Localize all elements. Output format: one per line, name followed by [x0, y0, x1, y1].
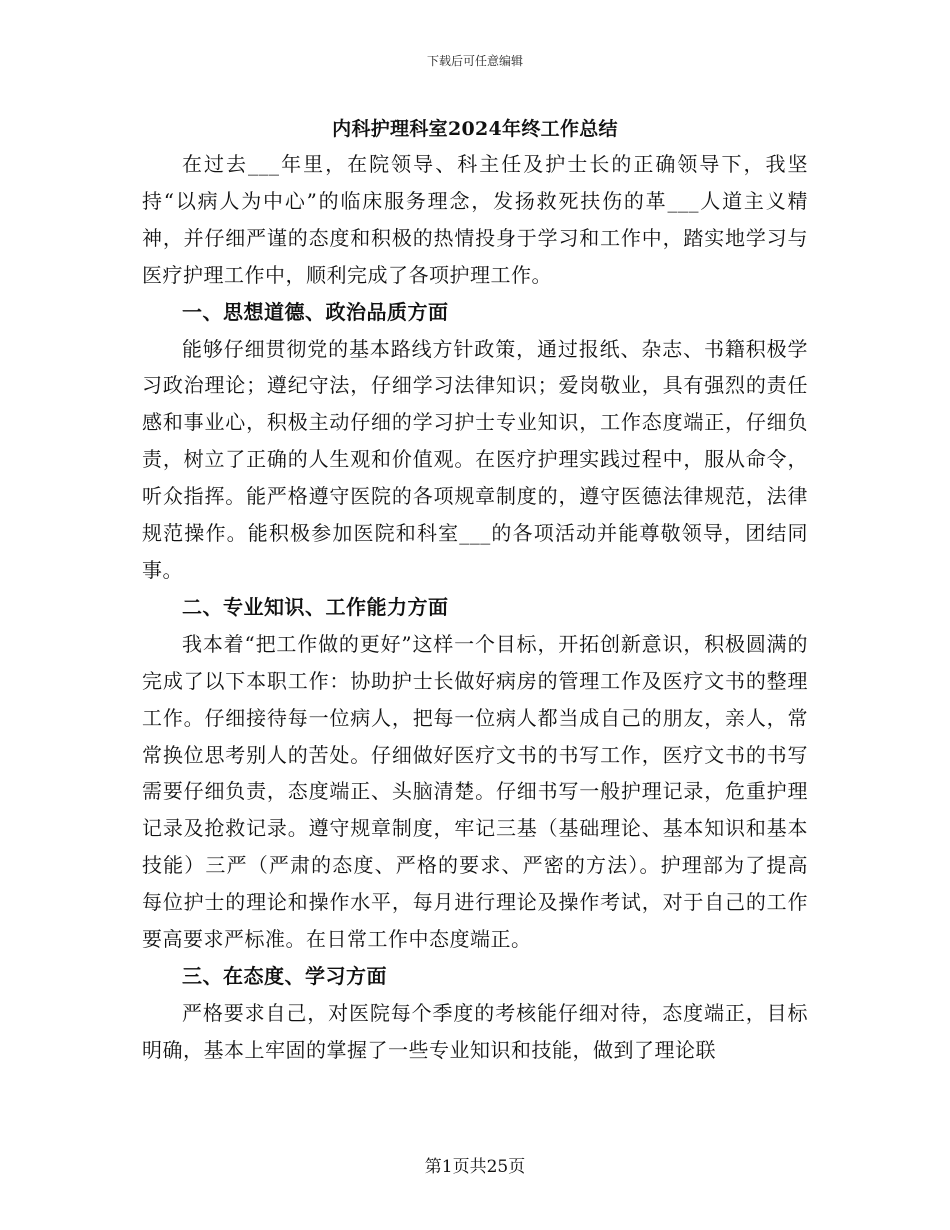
section-heading-1: 一、思想道德、政治品质方面 — [182, 299, 449, 324]
page-number-footer: 第1页共25页 — [424, 1157, 526, 1177]
section-paragraph-2: 我本着“把工作做的更好”这样一个目标，开拓创新意识，积极圆满的完成了以下本职工作：协助护士长做好病房的管理工作及医疗文书的整理工作。仔细接待每一位病人，把每一位病人都当成自己的朋友，亲人，常常换位思考别人的苦处。仔细做好医疗文书的书写工作，医疗文书的书写需要仔细负责，态度端正、头脑清楚。仔细书写一般护理记录，危重护理记录及抢救记录。遵守规章制度，牢记三基（基础理论、基本知识和基本技能）三严（严肃的态度、严格的要求、严密的方法）。护理部为了提高每位护士的理论和操作水平，每月进行理论及操作考试，对于自己的工作要高要求严标准。在日常工作中态度端正。 — [142, 631, 808, 952]
document-body — [142, 146, 808, 1069]
section-heading-2: 二、专业知识、工作能力方面 — [182, 594, 449, 619]
section-paragraph-3: 严格要求自己，对医院每个季度的考核能仔细对待，态度端正，目标明确，基本上牢固的掌握了一些专业知识和技能，做到了理论联 — [142, 1000, 808, 1062]
intro-paragraph: 在过去___年里，在院领导、科主任及护士长的正确领导下，我坚持“以病人为中心”的临床服务理念，发扬救死扶伤的革___人道主义精神，并仔细严谨的态度和积极的热情投身于学习和工作中，踏实地学习与医疗护理工作中，顺利完成了各项护理工作。 — [142, 152, 808, 287]
document-title: 内科护理科室2024年终工作总结 — [332, 118, 618, 140]
section-heading-3: 三、在态度、学习方面 — [182, 963, 387, 988]
page-header: 下载后可任意编辑 — [426, 54, 523, 68]
section-paragraph-1: 能够仔细贯彻党的基本路线方针政策，通过报纸、杂志、书籍积极学习政治理论；遵纪守法，仔细学习法律知识；爱岗敬业，具有强烈的责任感和事业心，积极主动仔细的学习护士专业知识，工作态度端正，仔细负责，树立了正确的人生观和价值观。在医疗护理实践过程中，服从命令，听众指挥。能严格遵守医院的各项规章制度的，遵守医德法律规范，法律规范操作。能积极参加医院和科室___的各项活动并能尊敬领导，团结同事。 — [142, 336, 808, 582]
